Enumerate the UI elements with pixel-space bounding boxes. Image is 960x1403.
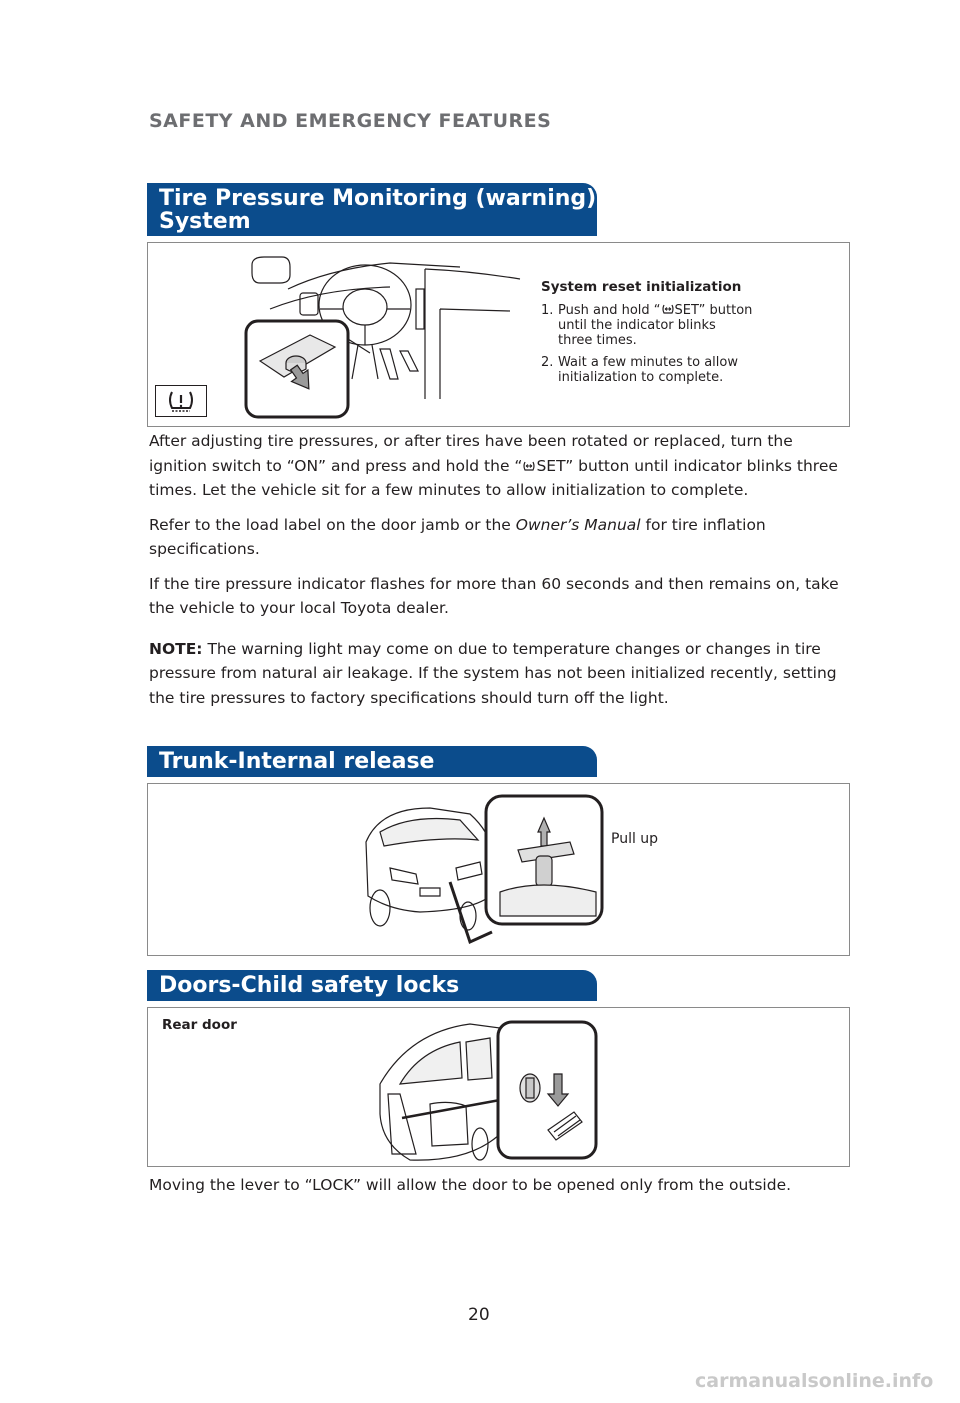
tpms-set-icon-inline	[522, 460, 536, 472]
trunk-section-banner: Trunk-Internal release	[147, 746, 597, 777]
tire-pressure-warning-icon	[155, 385, 207, 417]
tpms-paragraph-3: If the tire pressure indicator flashes for more than 60 seconds and then remains on, take the vehicle to your local Toyota dealer.	[149, 574, 839, 617]
tpms-figure-box	[147, 242, 850, 427]
tpms-set-icon	[661, 303, 675, 315]
tpms-section-banner	[147, 183, 597, 236]
doors-section-banner: Doors-Child safety locks	[147, 970, 597, 1001]
tpms-paragraph-1: After adjusting tire pressures, or after tires have been rotated or replaced, turn the ignition switch to “ON” and press and hold the “ SET” button until indicator blinks three times. Let the vehicle sit for a few minutes to allow initialization to complete.	[149, 432, 838, 499]
tpms-dashboard-illustration	[240, 249, 532, 421]
tpms-step-2: 2. Wait a few minutes to allow initialization to complete.	[541, 355, 738, 385]
tpms-banner-line2: System	[159, 209, 251, 234]
page-section-title: SAFETY AND EMERGENCY FEATURES	[149, 110, 552, 132]
tpms-step-1: 1. Push and hold “ SET” button until the indicator blinks three times.	[541, 303, 753, 348]
doors-callout: Rear door	[162, 1017, 237, 1033]
page-number: 20	[468, 1305, 490, 1325]
doors-figure-box	[147, 1007, 850, 1167]
child-lock-illustration	[370, 1014, 600, 1164]
doors-caption: Moving the lever to “LOCK” will allow the door to be opened only from the outside.	[149, 1176, 792, 1194]
tpms-paragraph-2: Refer to the load label on the door jamb or the Owner’s Manual for tire inflation specifications.	[149, 515, 766, 558]
tpms-callout-title: System reset initialization	[541, 279, 742, 295]
trunk-release-illustration	[360, 792, 610, 952]
trunk-figure-box	[147, 783, 850, 956]
tpms-body-text	[149, 429, 839, 720]
trunk-callout: Pull up	[611, 831, 659, 847]
tpms-note: NOTE: The warning light may come on due to temperature changes or changes in tire pressure from natural air leakage. If the system has not been initialized recently, setting the tire pressures to factory specifications should turn off the light.	[149, 639, 837, 707]
tpms-reset-callout	[541, 280, 841, 392]
site-watermark: carmanualsonline.info	[695, 1370, 934, 1392]
tpms-banner-line1: Tire Pressure Monitoring (warning)	[159, 186, 597, 211]
